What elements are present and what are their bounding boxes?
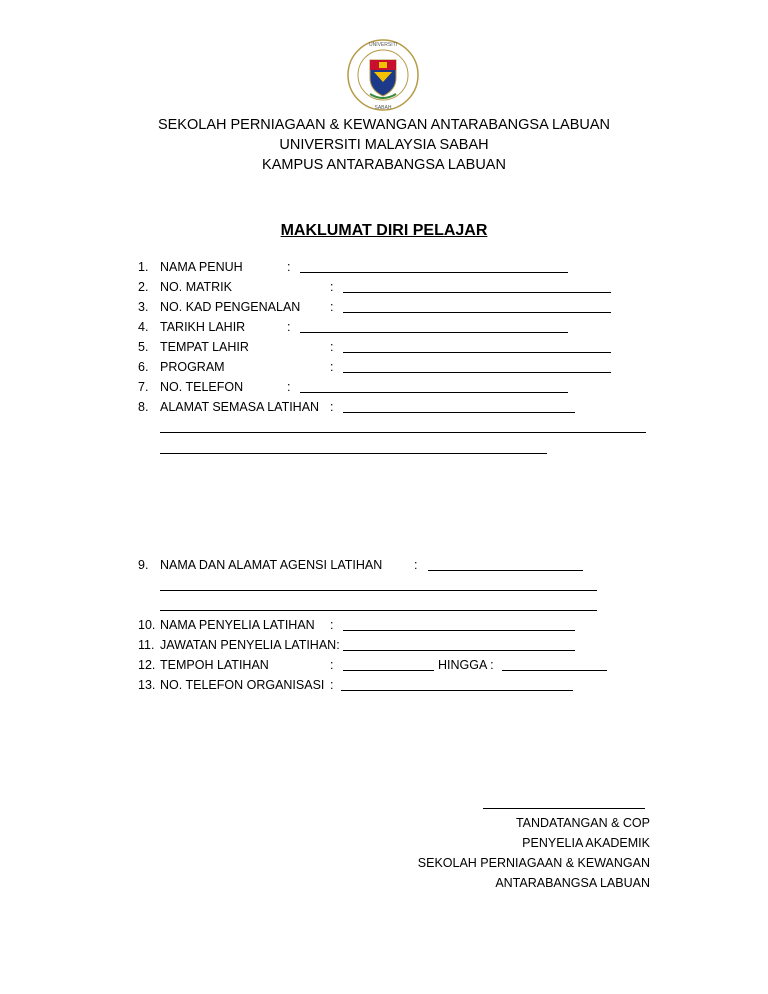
school-name: SEKOLAH PERNIAGAAN & KEWANGAN ANTARABANGSA LABUAN: [157, 117, 611, 133]
signature-school-line1: SEKOLAH PERNIAGAAN & KEWANGAN: [417, 856, 650, 870]
university-crest-logo: [346, 38, 420, 112]
campus-name: KAMPUS ANTARABANGSA LABUAN: [262, 157, 506, 173]
page-title: MAKLUMAT DIRI PELAJAR: [280, 222, 488, 239]
field-label: JAWATAN PENYELIA LATIHAN:: [160, 638, 340, 652]
telefon-organisasi-input-line[interactable]: [341, 690, 573, 691]
field-number: 12.: [138, 658, 156, 672]
penyelia-input-line[interactable]: [343, 630, 575, 631]
field-colon: :: [330, 280, 334, 294]
field-label: NAMA DAN ALAMAT AGENSI LATIHAN: [160, 558, 383, 572]
field-colon: :: [330, 300, 334, 314]
agensi-input-line-2[interactable]: [160, 590, 597, 591]
field-colon: :: [330, 618, 334, 632]
field-number: 1.: [138, 260, 149, 274]
signature-line[interactable]: [483, 808, 645, 809]
no-matrik-input-line[interactable]: [343, 292, 611, 293]
field-number: 10.: [138, 618, 156, 632]
agensi-input-line-1[interactable]: [428, 570, 583, 571]
field-number: 13.: [138, 678, 156, 692]
field-colon: :: [330, 678, 334, 692]
signature-caption: TANDATANGAN & COP: [515, 816, 650, 830]
field-label: TARIKH LAHIR: [160, 320, 246, 334]
signature-school-line2: ANTARABANGSA LABUAN: [495, 876, 650, 890]
program-input-line[interactable]: [343, 372, 611, 373]
alamat-input-line-3[interactable]: [160, 453, 547, 454]
field-label: NO. MATRIK: [160, 280, 232, 294]
field-label: NO. TELEFON ORGANISASI: [160, 678, 325, 692]
agensi-input-line-3[interactable]: [160, 610, 597, 611]
field-colon: :: [330, 340, 334, 354]
field-colon: :: [287, 380, 291, 394]
tempoh-mula-input-line[interactable]: [343, 670, 434, 671]
alamat-input-line-2[interactable]: [160, 432, 646, 433]
kad-pengenalan-input-line[interactable]: [343, 312, 611, 313]
field-colon: :: [330, 400, 334, 414]
svg-text:UNIVERSITI: UNIVERSITI: [368, 42, 398, 48]
field-label: NAMA PENYELIA LATIHAN: [160, 618, 315, 632]
nama-penuh-input-line[interactable]: [300, 272, 568, 273]
no-telefon-input-line[interactable]: [300, 392, 568, 393]
field-label: NAMA PENUH: [160, 260, 243, 274]
field-colon: :: [330, 360, 334, 374]
field-number: 9.: [138, 558, 149, 572]
field-colon: :: [287, 260, 291, 274]
svg-text:SABAH: SABAH: [374, 105, 392, 111]
field-number: 11.: [138, 638, 155, 652]
field-colon: :: [330, 658, 334, 672]
field-label: TEMPOH LATIHAN: [160, 658, 269, 672]
hingga-label: HINGGA :: [438, 658, 494, 672]
university-name: UNIVERSITI MALAYSIA SABAH: [279, 137, 489, 153]
jawatan-input-line[interactable]: [343, 650, 575, 651]
field-label: NO. TELEFON: [160, 380, 244, 394]
tarikh-lahir-input-line[interactable]: [300, 332, 568, 333]
field-number: 6.: [138, 360, 149, 374]
field-number: 8.: [138, 400, 149, 414]
field-label: TEMPAT LAHIR: [160, 340, 249, 354]
alamat-input-line-1[interactable]: [343, 412, 575, 413]
field-colon: :: [287, 320, 291, 334]
field-label: NO. KAD PENGENALAN: [160, 300, 301, 314]
field-number: 2.: [138, 280, 149, 294]
field-label: ALAMAT SEMASA LATIHAN: [160, 400, 320, 414]
field-number: 5.: [138, 340, 149, 354]
tempoh-tamat-input-line[interactable]: [502, 670, 607, 671]
signature-role: PENYELIA AKADEMIK: [522, 836, 650, 850]
field-number: 7.: [138, 380, 149, 394]
field-number: 4.: [138, 320, 149, 334]
field-label: PROGRAM: [160, 360, 225, 374]
field-number: 3.: [138, 300, 149, 314]
tempat-lahir-input-line[interactable]: [343, 352, 611, 353]
field-colon: :: [414, 558, 418, 572]
